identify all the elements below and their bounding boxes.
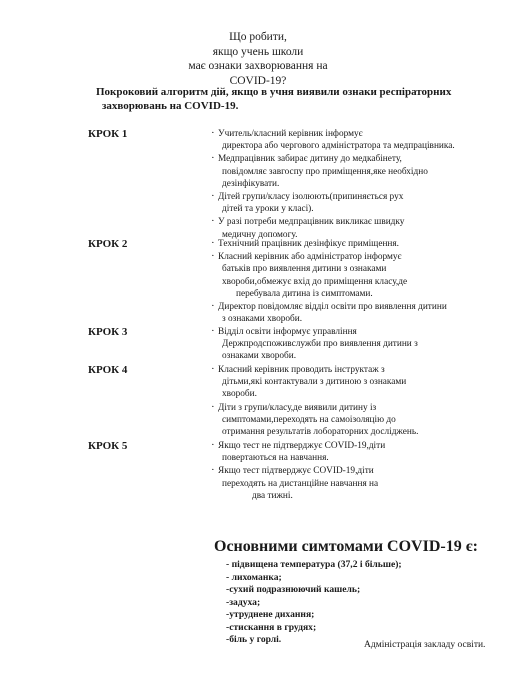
- list-item: [212, 326, 418, 363]
- bullet-line: батьків про виявлення дитини з ознаками: [222, 264, 387, 275]
- step-5-label: КРОК 5: [88, 440, 128, 452]
- bullet-line: дезінфікувати.: [222, 178, 280, 189]
- bullet-line: з ознаками хвороби.: [222, 314, 303, 325]
- bullet-line: дітей та уроки у класі).: [222, 204, 314, 215]
- bullet-line: ознаками хвороби.: [222, 351, 297, 362]
- bullet-line: · Якщо тест не підтверджує COVID-19,діти: [218, 441, 386, 451]
- list-item: [212, 238, 447, 250]
- title-line: має ознаки захворювання на: [188, 60, 328, 72]
- bullet-line: · Директор повідомляє відділ освіти про виявлення дитини: [218, 302, 447, 313]
- bullet-line: отримання результатів лобораторних досліджень.: [222, 427, 419, 438]
- bullet-line: · Учитель/класний керівник інформує: [218, 129, 363, 139]
- bullet-line: дітьми,які контактували з дитиною з ознаками: [222, 377, 407, 388]
- bullet-line: хвороби.: [222, 389, 257, 400]
- bullet-line: повідомляє завгоспу про приміщення,яке необхідно: [222, 166, 428, 177]
- title-line: COVID-19?: [229, 74, 287, 87]
- bullet-line: хвороби,обмежує вхід до приміщення класу,де: [222, 276, 408, 287]
- symptoms-title: Основними симтомами COVID-19 є:: [214, 538, 478, 555]
- step-5-bullets: [212, 440, 385, 503]
- list-item: [212, 364, 418, 401]
- symptom-item: -утруднене дихання;: [226, 609, 315, 620]
- list-item: [212, 402, 418, 439]
- list-item: [212, 153, 455, 190]
- list-item: [212, 251, 447, 300]
- bullet-line: · Класний керівник проводить інструктаж з: [218, 365, 385, 375]
- list-item: [212, 191, 455, 215]
- step-3-bullets: [212, 326, 418, 364]
- bullet-line: · Медпрацівник забирає дитину до медкабінету,: [218, 154, 402, 165]
- bullet-line: · Якщо тест підтверджує COVID-19,діти: [218, 466, 374, 477]
- symptom-item: -задуха;: [226, 596, 261, 608]
- bullet-line: · Класний керівник або адміністратор інформує: [218, 252, 402, 263]
- step-1-bullets: [212, 128, 455, 242]
- bullet-line: · У разі потреби медпрацівник викликає швидку: [218, 217, 405, 228]
- document-title: [150, 30, 366, 88]
- bullet-line: Держпродспоживслужби про виявлення дитини з: [222, 339, 418, 350]
- list-item: [212, 128, 455, 152]
- bullet-line: переходять на дистанційне навчання на: [222, 478, 379, 489]
- bullet-line: · Діти з групи/класу,де виявили дитину із: [218, 402, 377, 413]
- symptoms-list: [226, 559, 402, 647]
- list-item: [212, 301, 447, 325]
- symptom-item: - лихоманка;: [226, 571, 282, 583]
- step-2-bullets: [212, 238, 447, 326]
- step-4-label: КРОК 4: [88, 364, 128, 376]
- symptom-item: -біль у горлі.: [226, 634, 282, 645]
- bullet-line: · Дітей групи/класу ізолюють(припиняється рух: [218, 192, 404, 203]
- bullet-line: директора або чергового адміністратора та медпрацівника.: [222, 141, 455, 152]
- bullet-line: · Технічний працівник дезінфікує приміщення.: [218, 239, 400, 249]
- step-2-label: КРОК 2: [88, 238, 128, 250]
- symptom-item: - підвищена температура (37,2 і більше);: [226, 559, 402, 570]
- step-1-label: КРОК 1: [88, 128, 128, 140]
- bullet-line: два тижні.: [252, 490, 293, 501]
- step-4-bullets: [212, 364, 418, 439]
- bullet-line: · Відділ освіти інформує управління: [218, 327, 357, 337]
- bullet-line: повертаються на навчання.: [222, 453, 329, 464]
- step-3-label: КРОК 3: [88, 326, 128, 338]
- document-subtitle: [96, 86, 496, 113]
- subtitle-line: захворювань на COVID-19.: [102, 99, 239, 112]
- list-item: [212, 440, 385, 464]
- subtitle-line: Покроковий алгоритм дій, якщо в учня виявили ознаки респіраторних: [96, 86, 452, 98]
- bullet-line: медичну допомогу.: [222, 229, 298, 240]
- title-line: якщо учень школи: [212, 45, 304, 58]
- symptom-item: -стискання в грудях;: [226, 621, 317, 633]
- bullet-line: симптомами,переходять на самоізоляцію до: [222, 414, 396, 425]
- title-line: Що робити,: [229, 31, 287, 43]
- bullet-line: перебувала дитина із симптомами.: [236, 288, 373, 299]
- signature: Адміністрація закладу освіти.: [364, 640, 486, 650]
- list-item: [212, 465, 385, 502]
- symptom-item: -сухий подразнюючий кашель;: [226, 584, 361, 595]
